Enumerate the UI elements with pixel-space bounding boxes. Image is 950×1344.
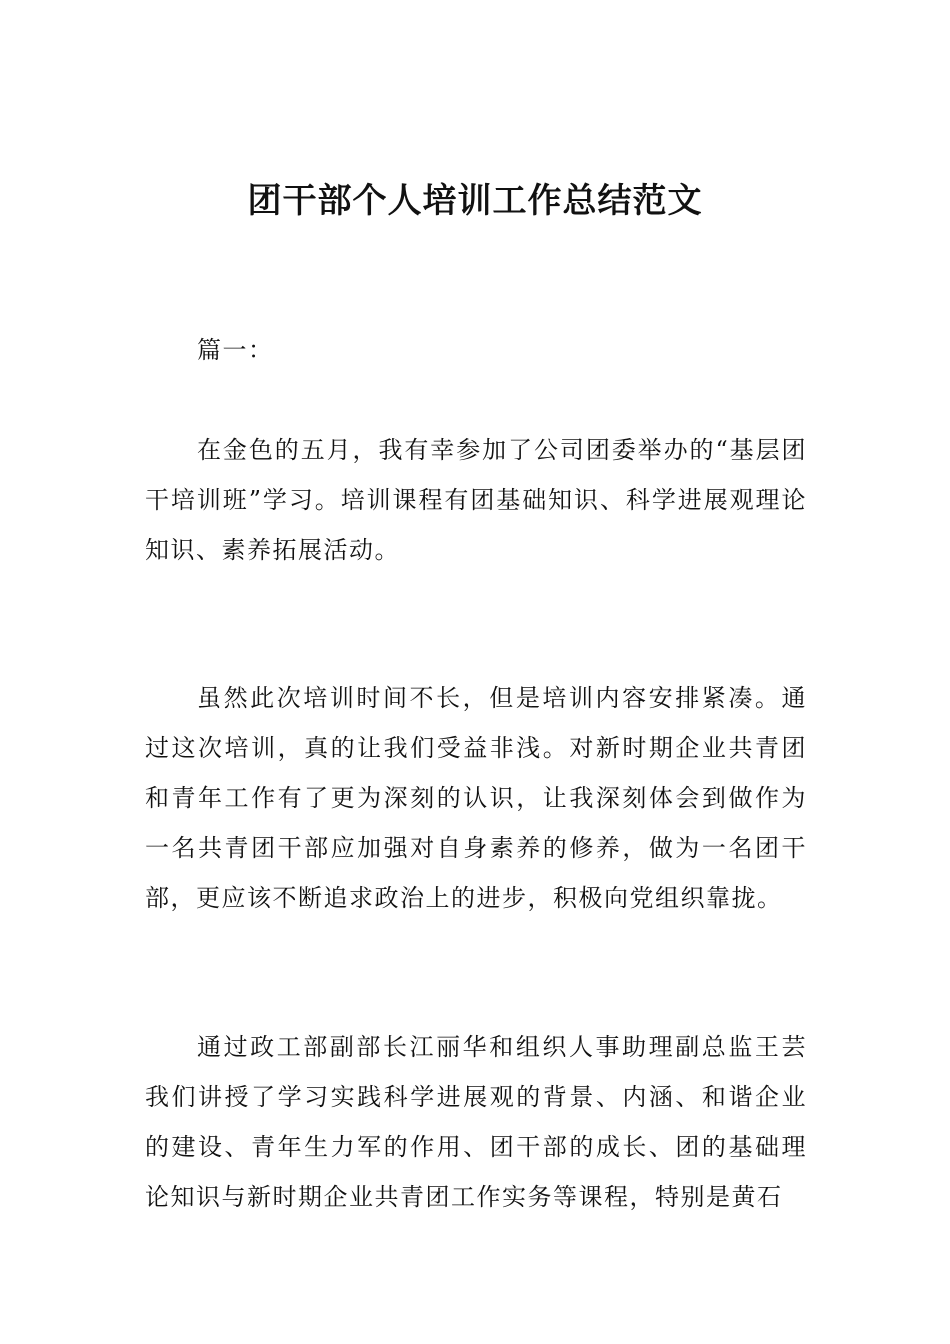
paragraph: 虽然此次培训时间不长，但是培训内容安排紧凑。通过这次培训，真的让我们受益非浅。对新时期企业共青团和青年工作有了更为深刻的认识，让我深刻体会到做作为一名共青团干部应加强对自身素养的修养，做为一名团干部，更应该不断追求政治上的进步，积极向党组织靠拢。: [145, 684, 807, 912]
document-title: 团干部个人培训工作总结范文: [247, 181, 703, 221]
section-heading: 篇一：: [197, 336, 274, 364]
paragraph: 通过政工部副部长江丽华和组织人事助理副总监王芸我们讲授了学习实践科学进展观的背景、内涵、和谐企业的建设、青年生力军的作用、团干部的成长、团的基础理论知识与新时期企业共青团工作实务等课程，特别是黄石: [145, 1033, 807, 1211]
paragraph: 在金色的五月，我有幸参加了公司团委举办的“基层团干培训班”学习。培训课程有团基础知识、科学进展观理论知识、素养拓展活动。: [145, 436, 807, 564]
